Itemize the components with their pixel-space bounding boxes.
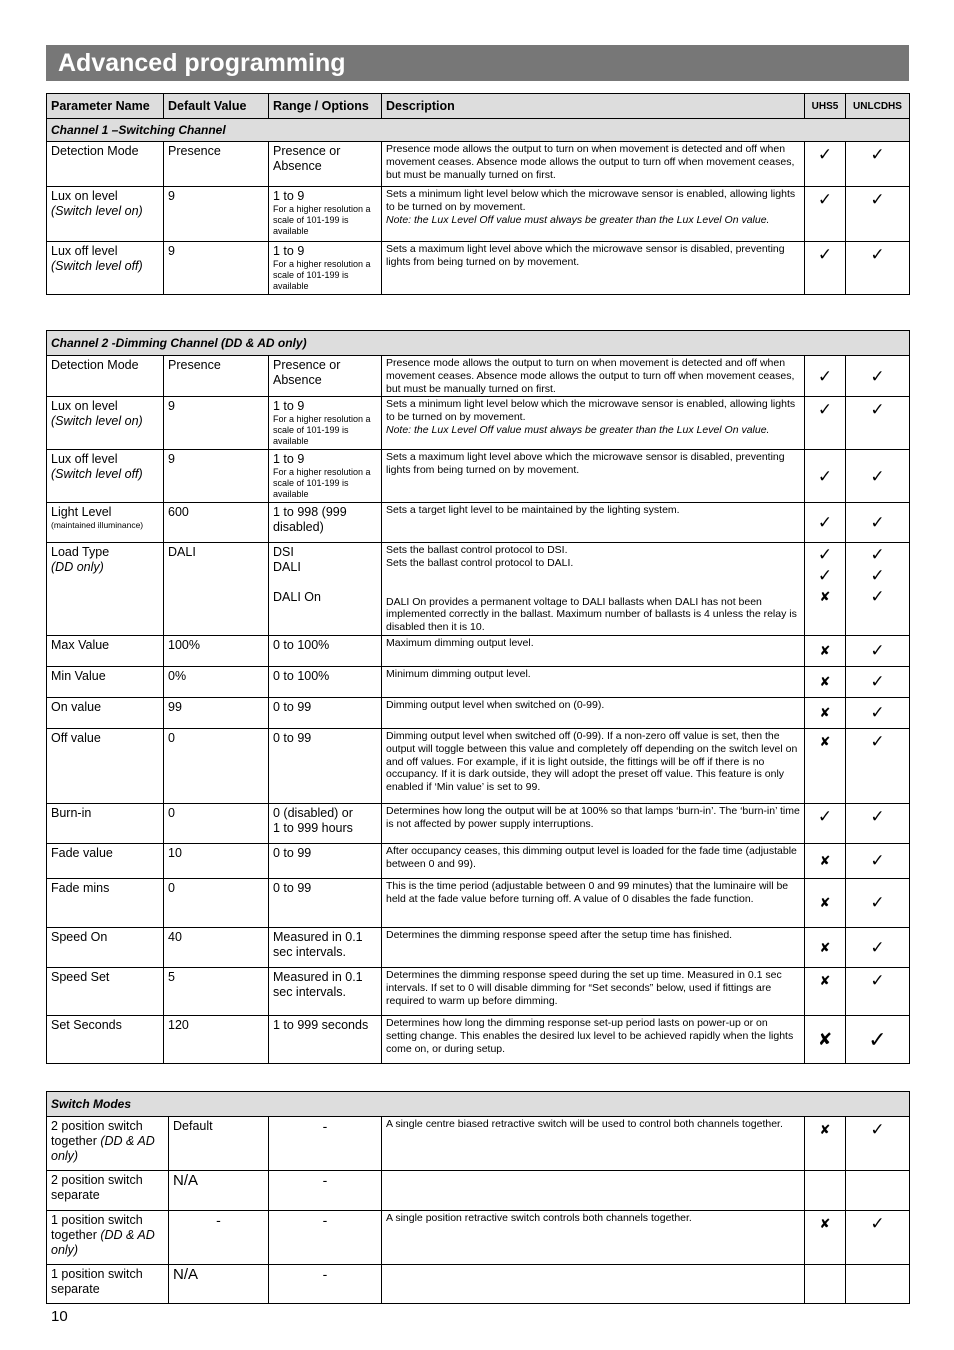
range-value: 0 to 100% <box>269 666 382 697</box>
table-row <box>47 1211 910 1265</box>
section-title: Channel 2 -Dimming Channel (DD & AD only) <box>47 331 910 356</box>
default-value: N/A <box>169 1171 269 1211</box>
cross-icon: ✘ <box>819 589 831 605</box>
default-value: 600 <box>164 503 269 543</box>
table-row <box>47 187 910 242</box>
table-row <box>47 803 910 843</box>
param-name: Fade value <box>47 843 164 878</box>
param-name: Detection Mode <box>47 356 164 397</box>
param-name: Off value <box>47 728 164 803</box>
table-row <box>47 878 910 927</box>
check-icon: ✓ <box>846 1015 910 1063</box>
check-icon: ✓ <box>846 503 910 543</box>
default-value: 0 <box>164 878 269 927</box>
default-value: 9 <box>164 242 269 295</box>
table-row <box>47 142 910 187</box>
default-value: 0 <box>164 728 269 803</box>
param-name: Lux on level (Switch level on) <box>47 187 164 242</box>
check-icon: ✓ <box>846 728 910 803</box>
table-row <box>47 242 910 295</box>
param-name: Speed On <box>47 927 164 967</box>
cross-icon: ✘ <box>805 843 846 878</box>
param-name: Speed Set <box>47 967 164 1015</box>
table-row <box>47 543 910 636</box>
description: Sets a minimum light level below which the microwave sensor is enabled, allowing lights to be turned on by movement. Note: the Lux Level Off value must always be greater than the Lux Level On value. <box>382 187 805 242</box>
check-icon: ✓ <box>805 356 846 397</box>
default-value: 9 <box>164 187 269 242</box>
description: Minimum dimming output level. <box>382 666 805 697</box>
description: Sets the ballast control protocol to DSI. Sets the ballast control protocol to DALI. DALI On provides a permanent voltage to DALI ballasts when DALI has not been implemented correctly in the ballast. Maximum number of ballasts is 4 unless the relay is disabled then it is 10. <box>382 543 805 636</box>
param-name: Detection Mode <box>47 142 164 187</box>
header-default-value: Default Value <box>164 94 269 119</box>
param-name: Max Value <box>47 635 164 666</box>
param-name: Lux off level (Switch level off) <box>47 450 164 503</box>
check-icon: ✓ <box>846 450 910 503</box>
unlcdhs-cell <box>846 1265 910 1304</box>
range-value: 0 to 99 <box>269 697 382 728</box>
description: Determines the dimming response speed after the setup time has finished. <box>382 927 805 967</box>
cross-icon: ✘ <box>805 697 846 728</box>
table-row <box>47 666 910 697</box>
table-row <box>47 697 910 728</box>
channel-1-table <box>46 93 910 295</box>
check-icon: ✓ <box>805 142 846 187</box>
table-row <box>47 450 910 503</box>
param-name: 2 position switch separate <box>47 1171 169 1211</box>
default-value: 9 <box>164 450 269 503</box>
range-value: 0 to 99 <box>269 843 382 878</box>
header-parameter-name: Parameter Name <box>47 94 164 119</box>
default-value: 5 <box>164 967 269 1015</box>
range-value: 0 to 99 <box>269 728 382 803</box>
description: Dimming output level when switched on (0-99). <box>382 697 805 728</box>
cross-icon: ✘ <box>805 666 846 697</box>
description: Sets a maximum light level above which the microwave sensor is disabled, preventing lights from being turned on by movement. <box>382 450 805 503</box>
param-name: Fade mins <box>47 878 164 927</box>
default-value: 0% <box>164 666 269 697</box>
default-value: 40 <box>164 927 269 967</box>
load-type-unlcdhs-marks <box>846 543 910 636</box>
check-icon: ✓ <box>846 1117 910 1171</box>
header-uhs5: UHS5 <box>805 94 846 119</box>
range-value: 1 to 9 For a higher resolution a scale of 101-199 is available <box>269 187 382 242</box>
section-title: Switch Modes <box>47 1092 910 1117</box>
table-row <box>47 503 910 543</box>
range-value: 1 to 9 For a higher resolution a scale of 101-199 is available <box>269 242 382 295</box>
header-range-options: Range / Options <box>269 94 382 119</box>
range-value: - <box>269 1117 382 1171</box>
check-icon: ✓ <box>846 187 910 242</box>
table-row <box>47 356 910 397</box>
default-value: 120 <box>164 1015 269 1063</box>
cross-icon: ✘ <box>805 927 846 967</box>
range-value: 0 (disabled) or 1 to 999 hours <box>269 803 382 843</box>
table-row <box>47 1117 910 1171</box>
check-icon: ✓ <box>817 545 833 565</box>
table-row <box>47 728 910 803</box>
section-title: Channel 1 –Switching Channel <box>47 119 910 142</box>
description: After occupancy ceases, this dimming output level is loaded for the fade time (adjustable between 0 and 99). <box>382 843 805 878</box>
description: Maximum dimming output level. <box>382 635 805 666</box>
load-type-uhs5-marks <box>805 543 846 636</box>
check-icon: ✓ <box>846 878 910 927</box>
check-icon: ✓ <box>846 666 910 697</box>
check-icon: ✓ <box>846 967 910 1015</box>
default-value: Default <box>169 1117 269 1171</box>
description <box>382 1265 805 1304</box>
check-icon: ✓ <box>846 843 910 878</box>
default-value: - <box>169 1211 269 1265</box>
description: Sets a target light level to be maintained by the lighting system. <box>382 503 805 543</box>
param-name: Min Value <box>47 666 164 697</box>
check-icon: ✓ <box>846 635 910 666</box>
check-icon: ✓ <box>846 697 910 728</box>
check-icon: ✓ <box>870 566 885 586</box>
check-icon: ✓ <box>870 545 885 565</box>
channel-2-table <box>46 330 910 1064</box>
check-icon: ✓ <box>805 503 846 543</box>
param-name: On value <box>47 697 164 728</box>
param-name: 1 position switch separate <box>47 1265 169 1304</box>
default-value: 0 <box>164 803 269 843</box>
cross-icon: ✘ <box>805 1117 846 1171</box>
param-name: Light Level (maintained illuminance) <box>47 503 164 543</box>
check-icon: ✓ <box>870 587 885 607</box>
range-value: 0 to 99 <box>269 878 382 927</box>
page-title: Advanced programming <box>46 45 909 81</box>
check-icon: ✓ <box>805 397 846 450</box>
description: This is the time period (adjustable between 0 and 99 minutes) that the luminaire will be held at the fade value before turning off. A value of 0 disables the fade function. <box>382 878 805 927</box>
table-row <box>47 927 910 967</box>
description: Presence mode allows the output to turn on when movement is detected and off when movement ceases. Absence mode allows the output to turn off when movement ceases, but must be manually turned on first. <box>382 356 805 397</box>
description <box>382 1171 805 1211</box>
range-value: 1 to 999 seconds <box>269 1015 382 1063</box>
param-name: 1 position switch together (DD & AD only) <box>47 1211 169 1265</box>
default-value: Presence <box>164 142 269 187</box>
switch-modes-table <box>46 1091 910 1304</box>
uhs5-cell <box>805 1265 846 1304</box>
header-description: Description <box>382 94 805 119</box>
check-icon: ✓ <box>846 142 910 187</box>
range-value: Measured in 0.1 sec intervals. <box>269 927 382 967</box>
default-value: N/A <box>169 1265 269 1304</box>
range-value: Presence or Absence <box>269 356 382 397</box>
default-value: Presence <box>164 356 269 397</box>
check-icon: ✓ <box>846 356 910 397</box>
range-value: DSI DALI DALI On <box>269 543 382 636</box>
description: Determines the dimming response speed during the set up time. Measured in 0.1 sec intervals. If set to 0 will disable dimming for “Set seconds” below, used if fittings are required to warm up before dimming. <box>382 967 805 1015</box>
table-row <box>47 1265 910 1304</box>
param-name: 2 position switch together (DD & AD only) <box>47 1117 169 1171</box>
cross-icon: ✘ <box>805 1015 846 1063</box>
check-icon: ✓ <box>805 803 846 843</box>
param-name: Load Type (DD only) <box>47 543 164 636</box>
check-icon: ✓ <box>805 187 846 242</box>
cross-icon: ✘ <box>805 967 846 1015</box>
range-value: - <box>269 1171 382 1211</box>
cross-icon: ✘ <box>805 878 846 927</box>
check-icon: ✓ <box>846 242 910 295</box>
table-row <box>47 397 910 450</box>
table-row <box>47 967 910 1015</box>
description: Sets a maximum light level above which the microwave sensor is disabled, preventing lights from being turned on by movement. <box>382 242 805 295</box>
param-name: Lux off level (Switch level off) <box>47 242 164 295</box>
default-value: 9 <box>164 397 269 450</box>
description: Presence mode allows the output to turn on when movement is detected and off when movement ceases. Absence mode allows the output to turn off when movement ceases, but must be manually turned on first. <box>382 142 805 187</box>
check-icon: ✓ <box>805 242 846 295</box>
description: Dimming output level when switched off (0-99). If a non-zero off value is set, then the output will toggle between this value and completely off depending on the switch level on and off values. For example, if it is light outside, the fittings will be off if there is no occupancy. If it is dark outside, they will adopt the preset off value. This feature is only enabled if ‘Min value’ is set to 99. <box>382 728 805 803</box>
range-value: 1 to 998 (999 disabled) <box>269 503 382 543</box>
check-icon: ✓ <box>846 803 910 843</box>
description: Determines how long the dimming response set-up period lasts on power-up or on setting change. This enables the desired lux level to be achieved rapidly when the lights come on, or during setup. <box>382 1015 805 1063</box>
unlcdhs-cell <box>846 1171 910 1211</box>
table-row <box>47 1015 910 1063</box>
range-value: 1 to 9 For a higher resolution a scale of 101-199 is available <box>269 450 382 503</box>
cross-icon: ✘ <box>805 1211 846 1265</box>
uhs5-cell <box>805 1171 846 1211</box>
default-value: DALI <box>164 543 269 636</box>
range-value: Measured in 0.1 sec intervals. <box>269 967 382 1015</box>
param-name: Set Seconds <box>47 1015 164 1063</box>
default-value: 100% <box>164 635 269 666</box>
check-icon: ✓ <box>846 927 910 967</box>
range-value: 1 to 9 For a higher resolution a scale of 101-199 is available <box>269 397 382 450</box>
table-row <box>47 635 910 666</box>
cross-icon: ✘ <box>805 635 846 666</box>
range-value: 0 to 100% <box>269 635 382 666</box>
description: A single centre biased retractive switch will be used to control both channels together. <box>382 1117 805 1171</box>
page-number: 10 <box>51 1308 68 1325</box>
check-icon: ✓ <box>846 397 910 450</box>
check-icon: ✓ <box>846 1211 910 1265</box>
param-name: Burn-in <box>47 803 164 843</box>
range-value: Presence or Absence <box>269 142 382 187</box>
param-name: Lux on level (Switch level on) <box>47 397 164 450</box>
range-value: - <box>269 1265 382 1304</box>
cross-icon: ✘ <box>805 728 846 803</box>
header-unlcdhs: UNLCDHS <box>846 94 910 119</box>
description: Determines how long the output will be at 100% so that lamps ‘burn-in’. The ‘burn-in’ time is not affected by power supply interruptions. <box>382 803 805 843</box>
check-icon: ✓ <box>817 566 833 586</box>
description: A single position retractive switch controls both channels together. <box>382 1211 805 1265</box>
check-icon: ✓ <box>805 450 846 503</box>
range-value: - <box>269 1211 382 1265</box>
table-row <box>47 1171 910 1211</box>
description: Sets a minimum light level below which the microwave sensor is enabled, allowing lights to be turned on by movement. Note: the Lux Level Off value must always be greater than the Lux Level On value. <box>382 397 805 450</box>
table-row <box>47 843 910 878</box>
default-value: 99 <box>164 697 269 728</box>
default-value: 10 <box>164 843 269 878</box>
